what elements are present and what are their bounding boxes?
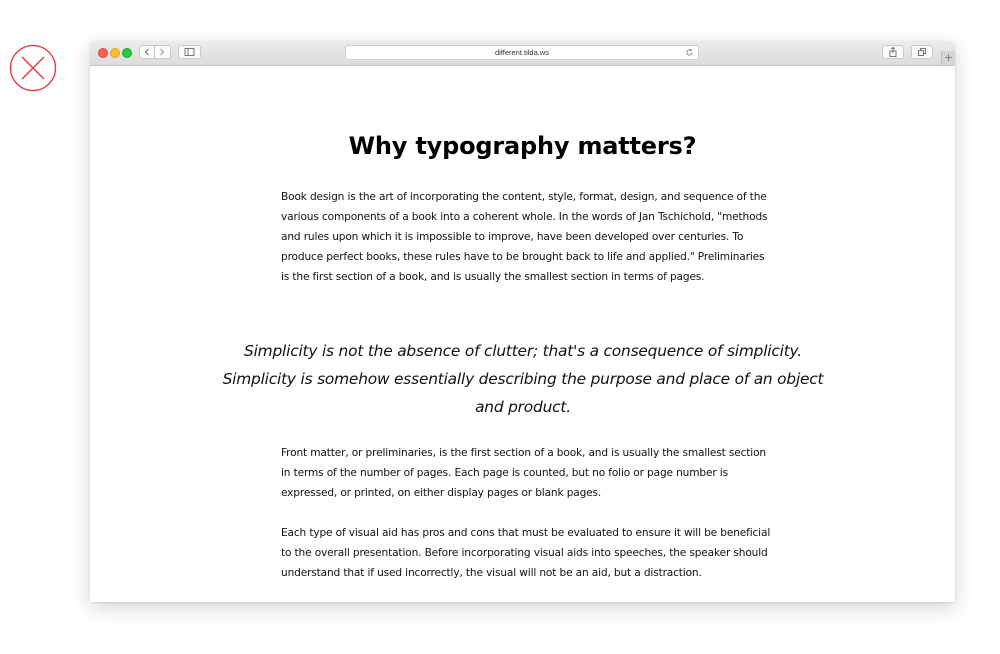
share-icon xyxy=(883,46,903,58)
share-button[interactable] xyxy=(882,45,904,59)
sidebar-icon xyxy=(179,46,200,58)
page-title: Why typography matters? xyxy=(348,132,697,160)
browser-toolbar xyxy=(90,41,955,66)
address-bar[interactable] xyxy=(345,45,699,60)
forward-button[interactable] xyxy=(155,45,171,59)
url-text: different.tilda.ws xyxy=(494,48,550,57)
tabs-icon xyxy=(912,46,932,58)
visual-aid-paragraph: Each type of visual aid has pros and cons that must be evaluated to ensure it will be beneficial to the overall presentation. Before incorporating visual aids into speeches, the speaker should understand that if used incorrectly, the visual will not be an aid, but a distraction. xyxy=(281,527,771,579)
intro-paragraph: Book design is the art of incorporating the content, style, format, design, and sequence of the various components of a book into a coherent whole. In the words of Jan Tschichold, "methods and rules upon which it is impossible to improve, have been developed over centuries. To produce perfect books, these rules have to be brought back to life and applied." Preliminaries is the first section of a book, and is usually the smallest section in terms of pages. xyxy=(281,191,768,283)
page-content xyxy=(90,66,955,602)
chevron-left-icon xyxy=(140,46,154,58)
front-matter-paragraph: Front matter, or preliminaries, is the first section of a book, and is usually the smallest section in terms of the number of pages. Each page is counted, but no folio or page number is expressed, or printed, on either display pages or blank pages. xyxy=(281,447,766,499)
pull-quote: Simplicity is not the absence of clutter; that's a consequence of simplicity. Simplicity is somehow essentially describing the purpose and place of an object and product. xyxy=(222,342,824,416)
chevron-right-icon xyxy=(155,46,169,58)
new-tab-button[interactable]: + xyxy=(941,51,955,65)
close-circle-icon[interactable] xyxy=(9,44,57,92)
back-button[interactable] xyxy=(139,45,155,59)
sidebar-button[interactable] xyxy=(178,45,201,59)
reload-icon[interactable] xyxy=(685,48,694,57)
window-close-button[interactable] xyxy=(98,48,108,58)
window-zoom-button[interactable] xyxy=(122,48,132,58)
tabs-button[interactable] xyxy=(911,45,933,59)
window-minimize-button[interactable] xyxy=(110,48,120,58)
browser-window xyxy=(90,41,955,602)
